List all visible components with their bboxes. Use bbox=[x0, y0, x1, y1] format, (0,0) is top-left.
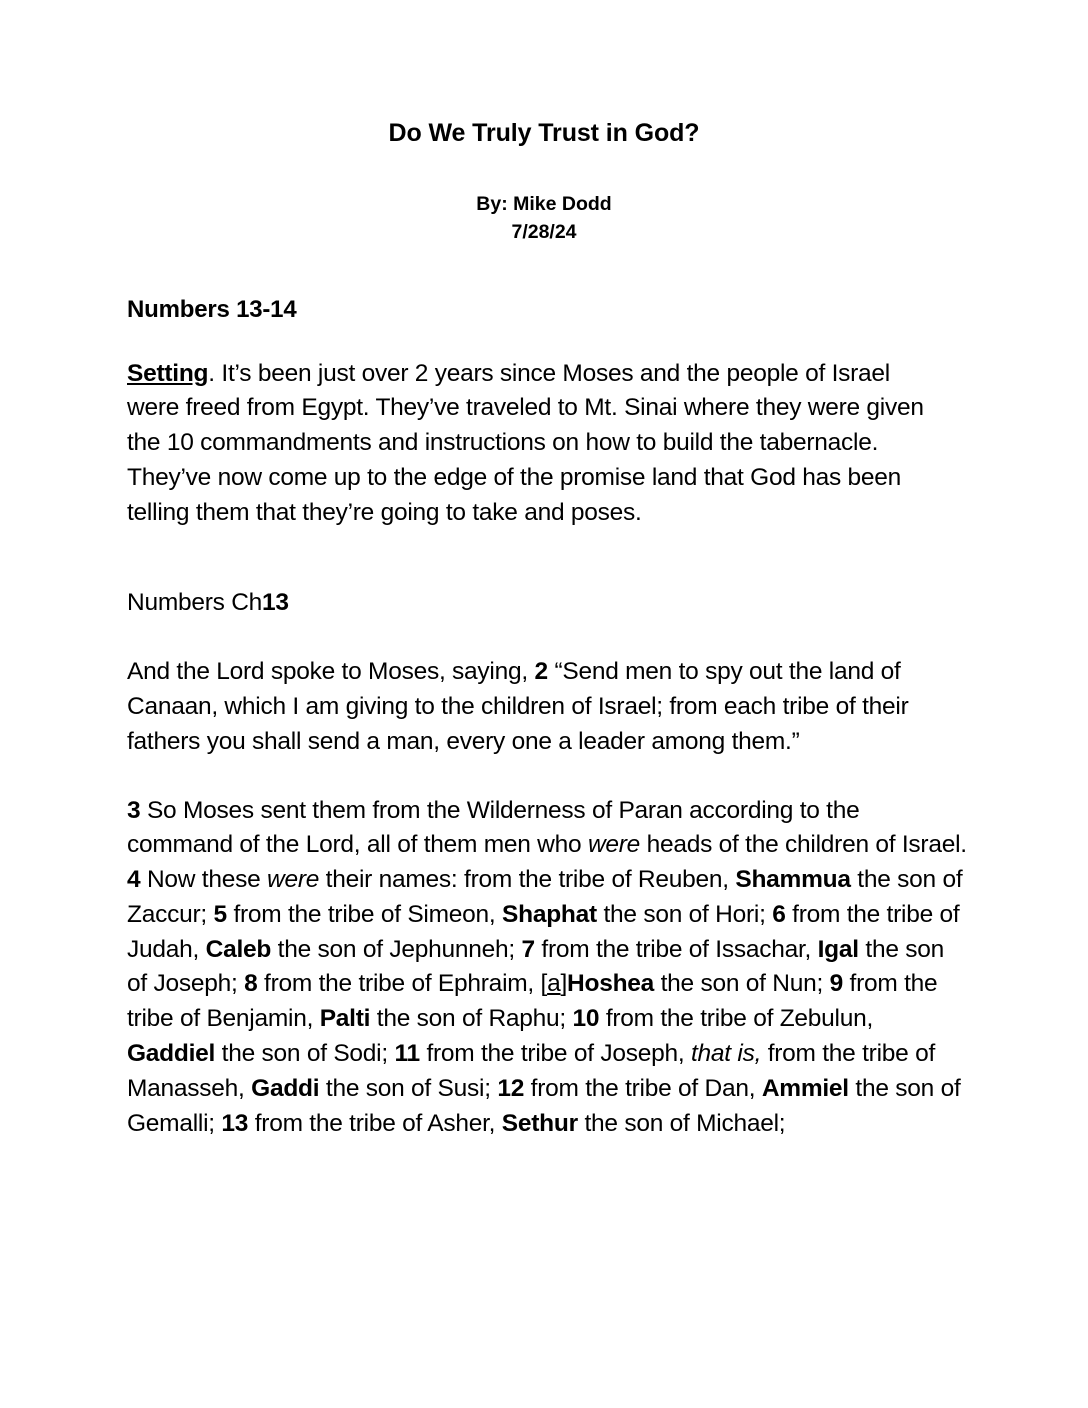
verse-text-segment: the son of Nun; bbox=[654, 970, 830, 998]
verse-text-segment: heads of the children of Israel. bbox=[640, 831, 967, 859]
name-igal: Igal bbox=[817, 935, 859, 963]
chapter-line bbox=[127, 530, 967, 621]
verse-text-segment: the son of Gemalli; bbox=[127, 1074, 961, 1137]
verse-text-segment: from the tribe of Asher, bbox=[248, 1109, 502, 1137]
verse-number-4: 4 bbox=[127, 866, 141, 894]
page-title: Do We Truly Trust in God? bbox=[388, 119, 700, 147]
verse-text-segment: from the tribe of Benjamin, bbox=[127, 970, 938, 1033]
italic-were: were bbox=[267, 866, 320, 894]
verse-text-segment: the son of Jephunneh; bbox=[271, 935, 522, 963]
verse-text-segment: from the tribe of Joseph, bbox=[419, 1040, 691, 1068]
italic-were: were bbox=[587, 831, 641, 859]
verse-text-segment: from the tribe of Judah, bbox=[127, 900, 960, 963]
verse-text-segment: the son of Hori; bbox=[596, 900, 773, 928]
verse-text-segment: the son of Joseph; bbox=[127, 935, 945, 998]
verse-number-12: 12 bbox=[497, 1074, 525, 1102]
name-sethur: Sethur bbox=[501, 1109, 578, 1137]
name-hoshea: Hoshea bbox=[567, 970, 655, 998]
verse-paragraph-3-13 bbox=[127, 760, 967, 1142]
document-body bbox=[127, 247, 967, 1142]
footnote-bracket-open: [ bbox=[540, 970, 548, 998]
verse-text-segment: from the tribe of Manasseh, bbox=[127, 1040, 936, 1102]
verse-text-segment: their names: from the tribe of Reuben, bbox=[319, 866, 736, 894]
verse-text-segment: from the tribe of Zebulun, bbox=[599, 1005, 874, 1033]
verse-number-8: 8 bbox=[244, 970, 258, 998]
scripture-reference-heading: Numbers 13-14 bbox=[127, 295, 297, 323]
footnote-marker-a[interactable]: a bbox=[547, 970, 561, 998]
verse-number-5: 5 bbox=[213, 900, 227, 928]
verse-text-segment: the son of Zaccur; bbox=[127, 866, 963, 928]
name-gaddi: Gaddi bbox=[251, 1074, 320, 1102]
verse-text-segment: Now these bbox=[140, 866, 268, 894]
byline-author: By: Mike Dodd bbox=[476, 193, 612, 215]
verse-number-7: 7 bbox=[521, 935, 535, 963]
verse-number-10: 10 bbox=[572, 1005, 600, 1033]
verse-text-segment: the son of Susi; bbox=[319, 1074, 498, 1102]
verse-text-segment: from the tribe of Simeon, bbox=[226, 900, 503, 928]
byline-block bbox=[0, 190, 1088, 247]
verse-text-segment: the son of Raphu; bbox=[370, 1005, 573, 1033]
verse-text-segment: “Send men to spy out the land of Canaan, which I am giving to the children of Israel; from each tribe of their fathers you shall send a man, every one a leader among them.” bbox=[127, 658, 909, 755]
chapter-line-number: 13 bbox=[262, 589, 289, 617]
name-ammiel: Ammiel bbox=[761, 1074, 849, 1102]
verse-number-11: 11 bbox=[394, 1040, 420, 1068]
verse-number-9: 9 bbox=[829, 970, 843, 998]
setting-text: It’s been just over 2 years since Moses and the people of Israel were freed from Egypt. They’ve traveled to Mt. Sinai where they were given the 10 commandments and instructions on how to build the tabernacle. They’ve now come up to the edge of the promise land that God has been telling them that they’re going to take and poses. bbox=[127, 359, 924, 526]
verse-number-6: 6 bbox=[772, 900, 786, 928]
verse-paragraph-1-2 bbox=[127, 621, 965, 759]
verse-text-segment: So Moses sent them from the Wilderness of Paran according to the command of the Lord, all of them men who bbox=[127, 796, 860, 859]
verse-text-segment: from the tribe of Ephraim, bbox=[257, 970, 541, 998]
footnote-bracket-close: ] bbox=[560, 970, 568, 998]
chapter-line-prefix: Numbers Ch bbox=[127, 589, 263, 617]
verse-number-13: 13 bbox=[221, 1109, 249, 1137]
verse-text-segment: the son of Michael; bbox=[577, 1109, 786, 1137]
name-palti: Palti bbox=[319, 1005, 371, 1033]
verse-text-segment: the son of Sodi; bbox=[215, 1040, 395, 1068]
name-shammua: Shammua bbox=[735, 866, 851, 894]
title-block bbox=[0, 0, 1088, 247]
verse-text-segment: And the Lord spoke to Moses, saying, bbox=[127, 658, 535, 686]
verse-text-segment: from the tribe of Dan, bbox=[524, 1074, 762, 1102]
setting-label: Setting bbox=[127, 359, 209, 387]
verse-text-segment: from the tribe of Issachar, bbox=[534, 935, 818, 963]
setting-label-punctuation: . bbox=[208, 359, 215, 387]
name-gaddiel: Gaddiel bbox=[127, 1040, 216, 1068]
name-shaphat: Shaphat bbox=[502, 900, 597, 928]
verse-number-3: 3 bbox=[127, 796, 141, 824]
byline-date: 7/28/24 bbox=[511, 221, 577, 244]
italic-that-is: that is, bbox=[690, 1040, 762, 1068]
setting-paragraph bbox=[127, 325, 939, 531]
verse-number-2: 2 bbox=[534, 658, 548, 686]
name-caleb: Caleb bbox=[205, 935, 272, 963]
